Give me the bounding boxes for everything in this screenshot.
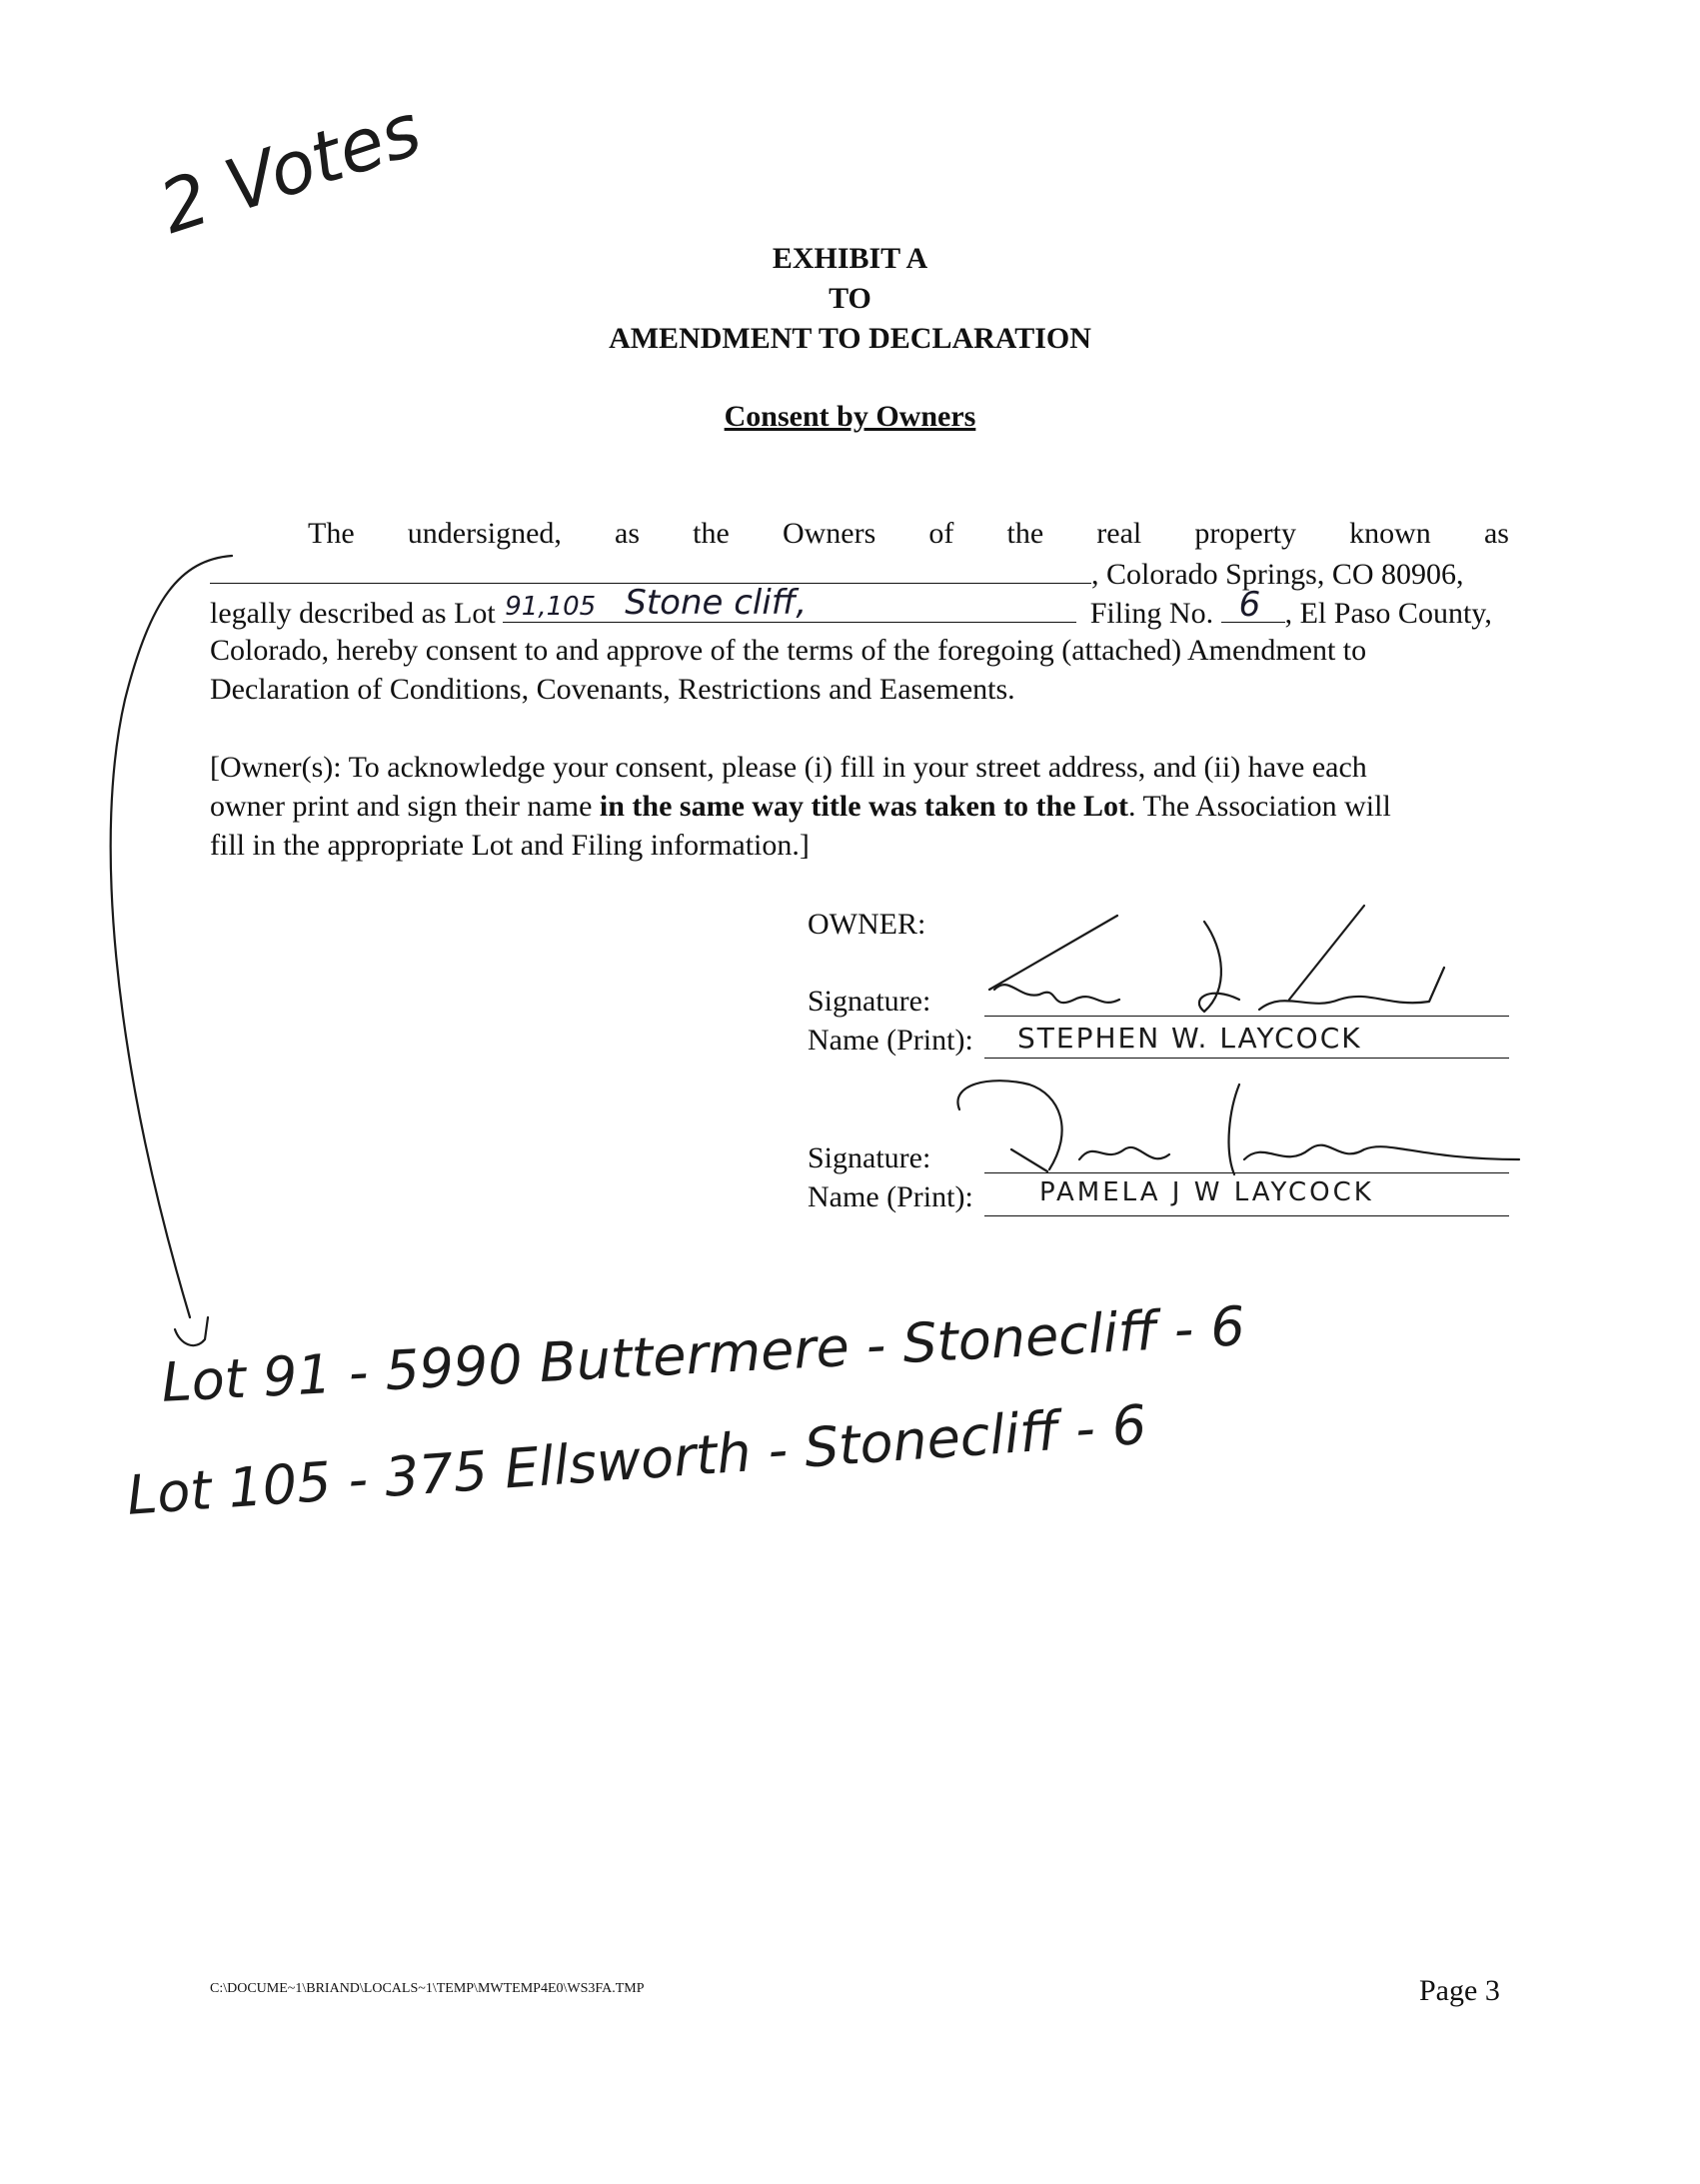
file-path: C:\DOCUME~1\BRIAND\LOCALS~1\TEMP\MWTEMP4E0\WS3FA.TMP bbox=[210, 1981, 645, 1996]
consent-heading: Consent by Owners bbox=[724, 400, 976, 433]
city-state-zip: , Colorado Springs, CO 80906, bbox=[1091, 558, 1464, 591]
subdivision-handwritten: Stone cliff, bbox=[625, 583, 808, 623]
name-label-1: Name (Print): bbox=[808, 1024, 973, 1057]
lot-note-1: Lot 91 - 5990 Buttermere - Stonecliff - 6 bbox=[160, 1294, 1247, 1414]
paragraph-word: as bbox=[615, 517, 641, 550]
paragraph-word: real bbox=[1096, 517, 1142, 550]
votes-annotation: 2 Votes bbox=[150, 87, 431, 250]
owner-label: OWNER: bbox=[808, 908, 926, 941]
paragraph-word: Owners bbox=[782, 517, 876, 550]
instruction-text: owner print and sign their name bbox=[210, 790, 600, 823]
instruction-line-3: fill in the appropriate Lot and Filing information.] bbox=[210, 829, 810, 862]
amendment-title: AMENDMENT TO DECLARATION bbox=[609, 322, 1091, 355]
instruction-line-1: [Owner(s): To acknowledge your consent, please (i) fill in your street address, and (ii) have each bbox=[210, 751, 1367, 784]
paragraph-word: property bbox=[1194, 517, 1297, 550]
signature-2-drawing bbox=[957, 1081, 1519, 1174]
name-label-2: Name (Print): bbox=[808, 1180, 973, 1213]
signature-label-1: Signature: bbox=[808, 985, 931, 1018]
owner2-printed-name: PAMELA J W LAYCOCK bbox=[1039, 1177, 1374, 1207]
paragraph-word: undersigned, bbox=[407, 517, 562, 550]
signature-label-2: Signature: bbox=[808, 1141, 931, 1174]
exhibit-to: TO bbox=[829, 282, 871, 315]
signature-1-drawing bbox=[989, 906, 1444, 1012]
exhibit-title: EXHIBIT A bbox=[772, 242, 928, 275]
paragraph-word: The bbox=[308, 517, 355, 550]
paragraph-word: the bbox=[693, 517, 730, 550]
instruction-bold: in the same way title was taken to the Lot bbox=[599, 790, 1129, 823]
margin-arrow-head bbox=[175, 1317, 208, 1345]
filing-label: Filing No. bbox=[1089, 597, 1214, 630]
county-text: , El Paso County, bbox=[1284, 597, 1492, 630]
instruction-text-end: . The Association will bbox=[1128, 790, 1391, 823]
paragraph-line-4: Colorado, hereby consent to and approve of the terms of the foregoing (attached) Amendment to bbox=[210, 634, 1367, 667]
page-number: Page 3 bbox=[1419, 1974, 1500, 2007]
paragraph-word: known bbox=[1349, 517, 1431, 550]
paragraph-word: the bbox=[1006, 517, 1044, 550]
paragraph-word: as bbox=[1483, 517, 1509, 550]
paragraph-word: of bbox=[928, 517, 954, 550]
paragraph-line-5: Declaration of Conditions, Covenants, Restrictions and Easements. bbox=[210, 673, 1015, 706]
lot-note-2: Lot 105 - 375 Ellsworth - Stonecliff - 6 bbox=[125, 1392, 1149, 1527]
margin-arrow-line bbox=[111, 556, 232, 1317]
lot-label: legally described as Lot bbox=[210, 597, 496, 630]
lot-handwritten: 91,105 bbox=[505, 592, 597, 622]
filing-handwritten: 6 bbox=[1238, 585, 1261, 625]
owner1-printed-name: STEPHEN W. LAYCOCK bbox=[1017, 1022, 1362, 1055]
